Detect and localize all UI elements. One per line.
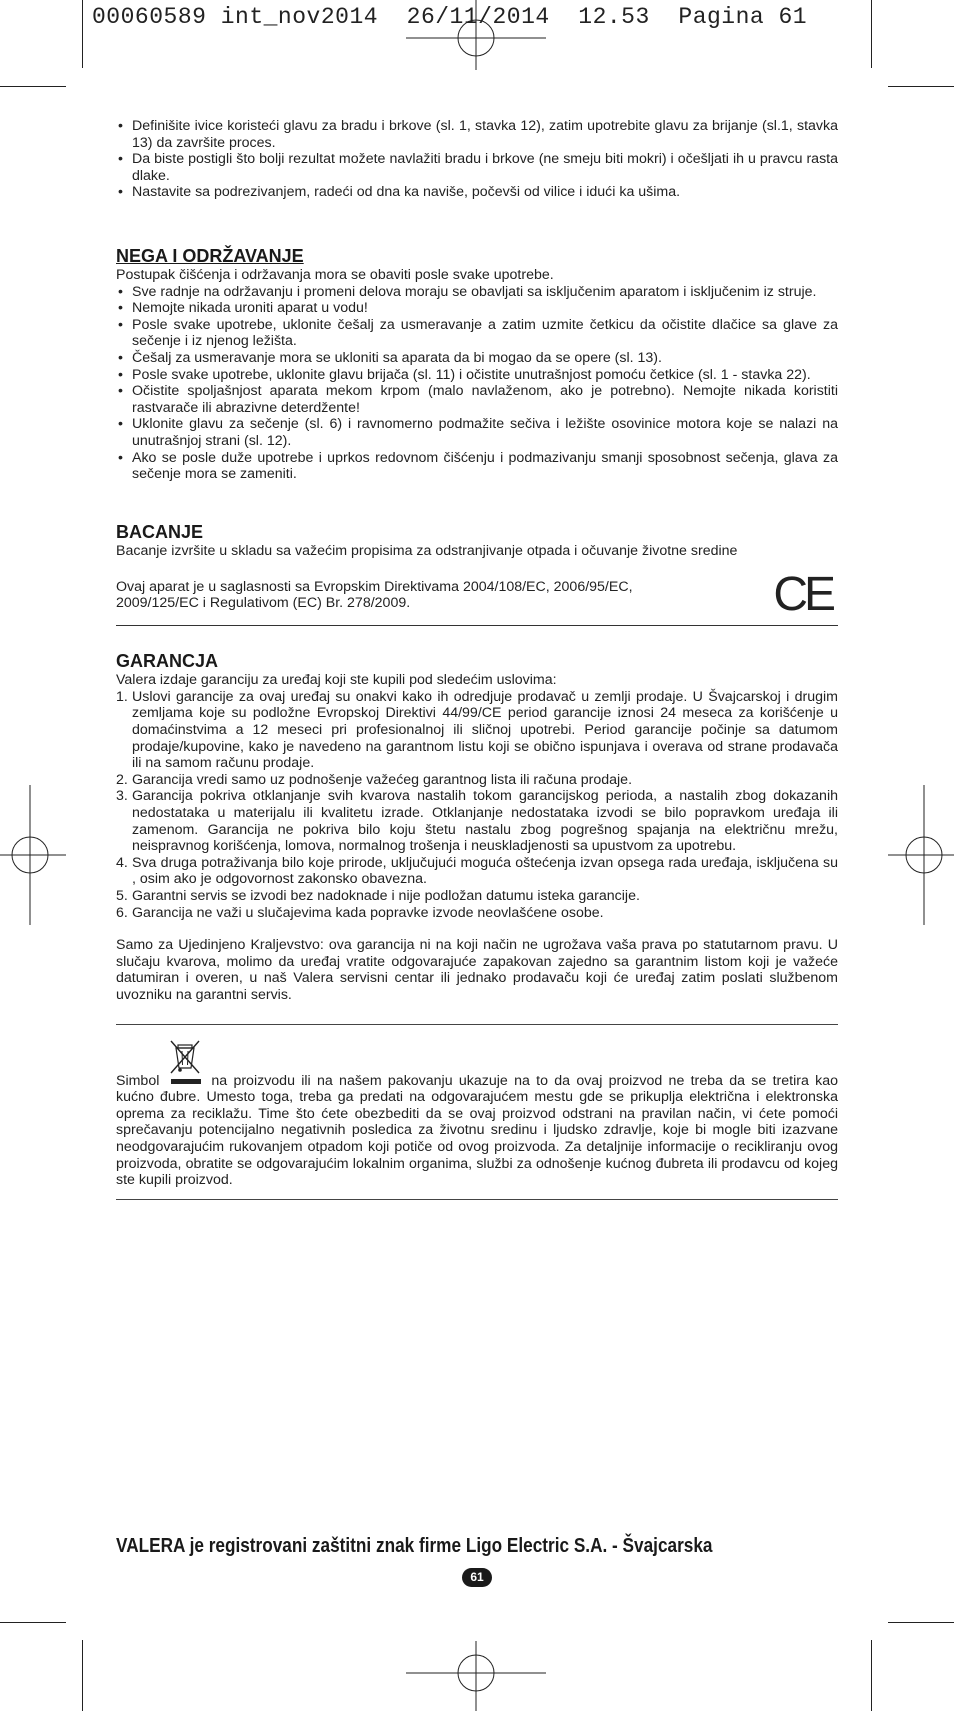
list-item [116, 905, 838, 922]
list-item: • Posle svake upotrebe, uklonite češalj za usmeravanje a zatim uzmite četkicu da očistite dlačice sa glave za sečenje i iz njenog ležišta. [116, 317, 838, 350]
list-item: • Definišite ivice koristeći glavu za bradu i brkove (sl. 1, stavka 12), zatim upotrebite glavu za brijanje (sl.1, stavka 13) da završite proces. [116, 118, 838, 151]
item-text: Garancija vredi samo uz podnošenje važećeg garantnog lista ili računa prodaje. [132, 771, 633, 788]
weee-text [116, 1073, 838, 1189]
crop-mark-bottom-left-v [82, 1640, 83, 1711]
warranty-heading: GARANCJA [116, 651, 219, 672]
item-number: 3. [116, 788, 128, 805]
item-text: Garancija pokriva otklanjanje svih kvarova nastalih tokom garancijskog perioda, a nastalih zbog dokazanih nedostataka u materijalu ili kvalitetu izrade. Otklanjanje nedostataka izvodi se bilo popravkom uređaja ili zamenom. Garancija ne pokriva bilo koju štetu nastalu zbog pogrešnog spajanja na električnu mrežu, neispravnog korišćenja, lomova, normalnog trošenja i neuskladjenosti sa upustvom za upotrebu. [132, 788, 838, 855]
registration-mark-right [888, 785, 954, 925]
crop-mark-bottom-left-h [0, 1622, 66, 1623]
weee-lead: Simbol [116, 1072, 160, 1089]
registration-mark-left [0, 785, 66, 925]
weee-bottom-divider [116, 1199, 838, 1200]
weee-body: na proizvodu ili na našem pakovanju ukazuje na to da ovaj proizvod ne treba da se tretira kao kućno đubre. Umesto toga, treba ga predati na odgovarajućem mestu gde se prikuplja električna i elektronska oprema za reciklažu. Time što ćete obezbediti da se ovaj proizvod odstrani na pravilan način, vi ćete pomoći sprečavanju potencijalno negativnih posledica za životnu sredinu i ljudsko zdravlje, koje bi mogle biti izazvane neodgovarajućim rukovanjem otpadom koji potiče od ovog proizvoda. Za detaljnije informacije o recikliranju ovog proizvoda, obratite se odgovarajućim lokalnim organima, službi za odnošenje kućnog đubreta ili prodavcu od kojeg ste kupili proizvod. [116, 1072, 838, 1189]
item-number: 6. [116, 904, 128, 921]
intro-bullet-list [116, 118, 838, 201]
care-bullet-list [116, 284, 838, 483]
crop-mark-top-left-v [82, 0, 83, 68]
page-number-badge: 61 [462, 1568, 492, 1587]
item-number: 4. [116, 854, 128, 871]
item-text: Garancija ne važi u slučajevima kada popravke izvode neovlašćene osobe. [132, 904, 604, 921]
list-item: • Nastavite sa podrezivanjem, radeći od dna ka naviše, počevši od vilice i idući ka ušima. [116, 184, 838, 201]
crop-mark-top-right-v [871, 0, 872, 68]
weee-notice [116, 1039, 838, 1189]
crop-mark-bottom-right-h [888, 1622, 954, 1623]
list-item: • Češalj za usmeravanje mora se ukloniti sa aparata da bi mogao da se opere (sl. 13). [116, 350, 838, 367]
item-text: Uslovi garancije za ovaj uređaj su onakvi kako ih odredjuje prodavač u zemlji prodaje. U Švajcarskoj i drugim zemljama koje su podložne Evropskoj Direktivi 44/99/CE period garancije iznosi 24 meseca za korišćenje u domaćinstvima a 12 meseci pri profesionalnoj ili sličnoj upotrebi. Period garancije počinje sa datumom prodaje/kupovine, kako je navedeno na garantnom listu koji se obično ispunjava i overava od strane prodavača ili na samom računu prodaje. [132, 688, 838, 772]
warranty-terms-list [116, 689, 838, 921]
crop-mark-top-left-h [0, 86, 66, 87]
list-item [116, 772, 838, 789]
list-item: • Da biste postigli što bolji rezultat možete navlažiti bradu i brkove (ne smeju biti mokri) i očešljati ih u pravcu rasta dlake. [116, 151, 838, 184]
crop-mark-top-right-h [888, 86, 954, 87]
disposal-heading: BACANJE [116, 521, 204, 542]
list-item: • Sve radnje na održavanju i promeni delova moraju se obavljati sa isključenim aparatom i isključenim iz struje. [116, 284, 838, 301]
item-number: 5. [116, 888, 128, 904]
care-heading: NEGA I ODRŽAVANJE [116, 245, 304, 266]
compliance-text: Ovaj aparat je u saglasnosti sa Evropskim Direktivama 2004/108/EC, 2006/95/EC, 2009/125/EC i Regulativom (EC) Br. 278/2009. [116, 578, 633, 612]
list-item [116, 855, 838, 888]
list-item [116, 788, 838, 854]
warranty-intro: Valera izdaje garanciju za uređaj koji ste kupili pod sledećim uslovima: [116, 672, 557, 689]
item-text: Garantni servis se izvodi bez nadoknade i nije podložan datumu isteka garancije. [132, 888, 640, 904]
trademark-footer: VALERA je registrovani zaštitni znak firme Ligo Electric S.A. - Švajcarska [116, 1535, 713, 1557]
list-item [116, 888, 838, 905]
item-text: Sva druga potraživanja bilo koje prirode, uključujući moguća oštećenja izvan opsega rada uređaja, isključena su , osim ako je odgovornost zakonsko obavezna. [132, 854, 838, 888]
print-slug: 00060589 int_nov2014 26/11/2014 12.53 Pagina 61 [92, 4, 808, 30]
list-item: • Posle svake upotrebe, uklonite glavu brijača (sl. 11) i očistite unutrašnjost pomoću četkice (sl. 1 - stavka 22). [116, 367, 838, 384]
list-item: • Očistite spoljašnjost aparata mekom krpom (malo navlaženom, ako je potrebno). Nemojte nikada koristiti rastvarače ili abrazivne deterdžente! [116, 383, 838, 416]
ce-mark-icon: CE [773, 568, 832, 622]
compliance-row [116, 568, 838, 622]
list-item [116, 689, 838, 772]
item-number: 2. [116, 771, 128, 788]
list-item: • Uklonite glavu za sečenje (sl. 6) i ravnomerno podmažite sečiva i ležište osovinice motora koje se nalazi na unutrašnjoj strani (sl. 12). [116, 416, 838, 449]
list-item: • Ako se posle duže upotrebe i uprkos redovnom čišćenju i podmazivanju smanji sposobnost sečenja, glava za sečenje mora se zameniti. [116, 450, 838, 483]
list-item: • Nemojte nikada uroniti aparat u vodu! [116, 300, 838, 317]
crop-mark-bottom-right-v [871, 1640, 872, 1711]
crossed-bin-icon [168, 1039, 202, 1075]
uk-warranty-note: Samo za Ujedinjeno Kraljevstvo: ova garancija ni na koji način ne ugrožava vaša prava po statutarnom pravu. U slučaju kvarova, molimo da uređaj vratite odgovarajuće zapakovan zajedno sa garantnim listom koji je važeće datumiran i overen, u naš Valera servisni centar ili jednako prodavaču koji će uređaj zatim poslati službenom uvozniku na garantni servis. [116, 937, 838, 1003]
weee-bar-icon [171, 1079, 201, 1084]
disposal-text: Bacanje izvršite u skladu sa važećim propisima za odstranjivanje otpada i očuvanje životne sredine [116, 542, 738, 559]
care-intro: Postupak čišćenja i održavanja mora se obaviti posle svake upotrebe. [116, 266, 554, 283]
item-number: 1. [116, 688, 128, 705]
page-content [116, 118, 838, 1200]
registration-mark-bottom [406, 1641, 546, 1711]
